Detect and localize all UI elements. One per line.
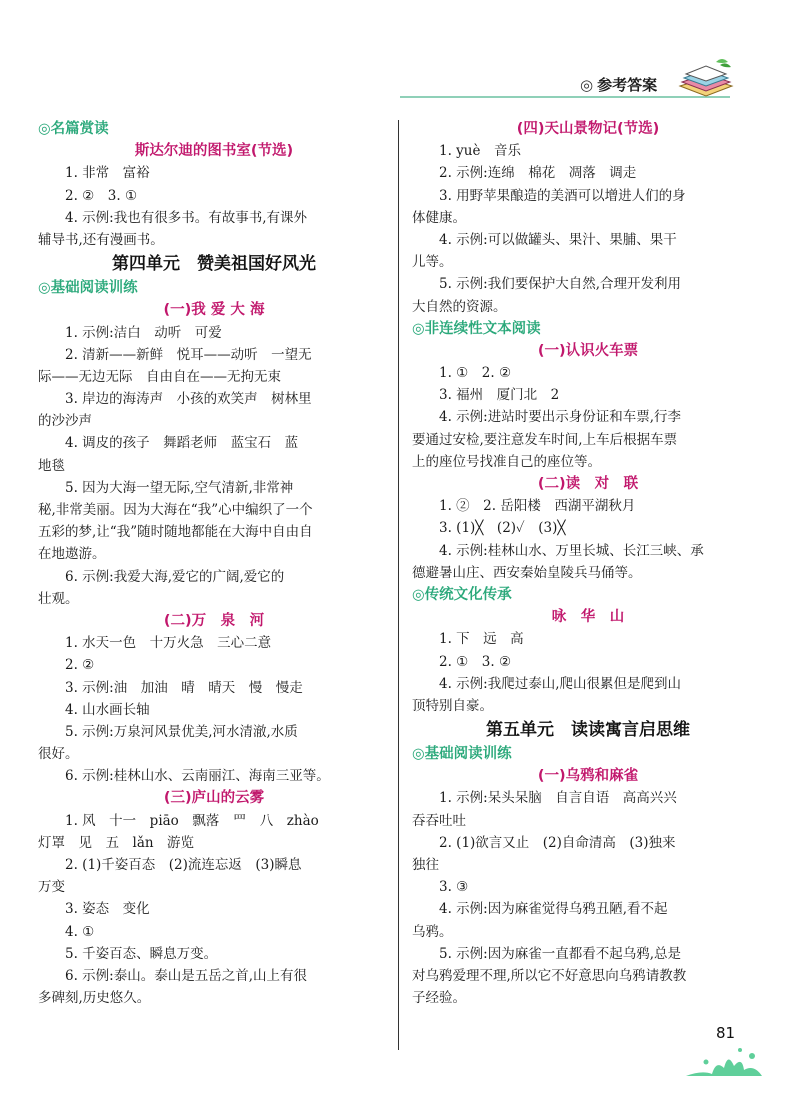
right-column-sec-line: ◎基础阅读训练 <box>412 746 512 763</box>
right-column <box>412 118 764 1009</box>
left-column-ans-line: 2. ② <box>65 657 95 674</box>
left-column-cont-line: 辅导书,还有漫画书。 <box>38 231 164 248</box>
right-column-ans-line: 4. 示例:进站时要出示身份证和车票,行李 <box>439 409 682 426</box>
left-column-cont-line: 际——无边无际 自由自在——无拘无束 <box>38 368 281 385</box>
left-column-ans-line: 6. 示例:泰山。泰山是五岳之首,山上有很 <box>65 967 308 984</box>
books-illustration-icon <box>676 56 736 100</box>
left-column-ans-line: 1. 示例:洁白 动听 可爱 <box>65 324 222 341</box>
right-column-cont-line: 上的座位号找准自己的座位等。 <box>412 453 601 470</box>
page-number: 81 <box>716 1024 736 1042</box>
right-column-cont-line: 对乌鸦爱理不理,所以它不好意思向乌鸦请教教 <box>412 967 687 984</box>
right-column-ans-line: 3. 福州 厦门北 2 <box>439 387 560 404</box>
left-column <box>38 118 390 1009</box>
left-column-ans-line: 3. 姿态 变化 <box>65 901 150 918</box>
right-column-sec-line: ◎传统文化传承 <box>412 586 512 603</box>
left-column-cont-line: 灯罩 见 五 lǎn 游览 <box>38 834 195 851</box>
left-column-ans-line: 1. 水天一色 十万火急 三心二意 <box>65 635 272 652</box>
left-column-ans-line: 5. 示例:万泉河风景优美,河水清澈,水质 <box>65 723 298 740</box>
left-column-cont-line: 的沙沙声 <box>38 413 92 430</box>
right-column-ans-line: 3. (1)╳ (2)✓ (3)╳ <box>439 520 566 537</box>
right-column-cont-line: 德避暑山庄、西安秦始皇陵兵马俑等。 <box>412 564 642 581</box>
right-column-cont-line: 独往 <box>412 857 439 873</box>
right-column-ans-line: 1. 下 远 高 <box>439 631 524 648</box>
right-column-ans-line: 5. 示例:因为麻雀一直都看不起乌鸦,总是 <box>439 945 682 962</box>
right-column-cont-line: 体健康。 <box>412 209 466 226</box>
right-column-ans-line: 3. 用野苹果酿造的美酒可以增进人们的身 <box>439 187 686 204</box>
left-column-sub-line: (二)万 泉 河 <box>163 612 265 629</box>
right-column-cont-line: 顶特别自豪。 <box>412 697 493 714</box>
left-column-ans-line: 1. 非常 富裕 <box>65 165 150 182</box>
right-column-sub-line: (二)读 对 联 <box>537 476 639 492</box>
right-column-sub-line: (一)乌鸦和麻雀 <box>537 768 639 785</box>
left-column-cont-line: 多碑刻,历史悠久。 <box>38 990 151 1007</box>
left-column-sec-line: ◎名篇赏读 <box>38 121 109 137</box>
left-column-cont-line: 在地遨游。 <box>38 546 106 563</box>
right-column-cont-line: 大自然的资源。 <box>412 298 507 315</box>
left-column-ans-line: 6. 示例:桂林山水、云南丽江、海南三亚等。 <box>65 768 330 785</box>
right-column-ans-line: 5. 示例:我们要保护大自然,合理开发利用 <box>439 276 682 293</box>
left-column-ans-line: 2. 清新——新鲜 悦耳——动听 一望无 <box>65 346 312 363</box>
left-column-ans-line: 3. 示例:油 加油 晴 晴天 慢 慢走 <box>65 679 303 696</box>
right-column-ans-line: 2. ① 3. ② <box>439 653 512 670</box>
left-column-cont-line: 很好。 <box>38 746 79 763</box>
left-column-ans-line: 5. 因为大海一望无际,空气清新,非常神 <box>65 479 294 496</box>
right-column-cont-line: 子经验。 <box>412 990 466 1007</box>
section-title: 参考答案 <box>597 76 658 94</box>
left-column-sub-line: 斯达尔迪的图书室(节选) <box>134 143 294 160</box>
water-splash-icon <box>682 1040 766 1080</box>
section-header <box>580 74 657 95</box>
right-column-cont-line: 乌鸦。 <box>412 923 453 940</box>
right-column-sec-line: ◎非连续性文本阅读 <box>412 320 541 337</box>
ring-icon: ◎ <box>580 76 594 94</box>
right-column-ans-line: 1. 示例:呆头呆脑 自言自语 高高兴兴 <box>439 790 677 807</box>
right-column-unit-line: 第五单元 读读寓言启思维 <box>486 720 690 741</box>
right-column-cont-line: 儿等。 <box>412 254 453 271</box>
right-column-ans-line: 4. 示例:我爬过泰山,爬山很累但是爬到山 <box>439 675 682 692</box>
left-column-cont-line: 地毯 <box>38 457 65 474</box>
left-column-cont-line: 秘,非常美丽。因为大海在“我”心中编织了一个 <box>38 502 313 518</box>
left-column-ans-line: 2. (1)千姿百态 (2)流连忘返 (3)瞬息 <box>65 857 302 873</box>
left-column-ans-line: 6. 示例:我爱大海,爱它的广阔,爱它的 <box>65 568 285 585</box>
right-column-ans-line: 4. 示例:因为麻雀觉得乌鸦丑陋,看不起 <box>439 901 668 918</box>
right-column-ans-line: 1. yuè 音乐 <box>439 143 521 160</box>
right-column-cont-line: 吞吞吐吐 <box>412 812 466 829</box>
left-column-ans-line: 4. 调皮的孩子 舞蹈老师 蓝宝石 蓝 <box>65 435 299 452</box>
left-column-sec-line: ◎基础阅读训练 <box>38 280 138 297</box>
left-column-ans-line: 4. 示例:我也有很多书。有故事书,有课外 <box>65 209 308 226</box>
right-column-ans-line: 4. 示例:可以做罐头、果汁、果脯、果干 <box>439 231 677 248</box>
left-column-ans-line: 2. ② 3. ① <box>65 187 138 204</box>
right-column-sub-line: (四)天山景物记(节选) <box>516 121 660 137</box>
left-column-ans-line: 4. 山水画长轴 <box>65 701 150 718</box>
left-column-sub-line: (一)我 爱 大 海 <box>163 302 265 319</box>
left-column-sub-line: (三)庐山的云雾 <box>163 790 265 807</box>
column-divider <box>398 120 399 1050</box>
right-column-ans-line: 4. 示例:桂林山水、万里长城、长江三峡、承 <box>439 542 704 559</box>
left-column-cont-line: 五彩的梦,让“我”随时随地都能在大海中自由自 <box>38 524 313 541</box>
right-column-cont-line: 要通过安检,要注意发车时间,上车后根据车票 <box>412 431 678 448</box>
left-column-cont-line: 万变 <box>38 879 65 896</box>
right-column-ans-line: 2. (1)欲言又止 (2)自命清高 (3)独来 <box>439 834 676 851</box>
right-column-ans-line: 1. ② 2. 岳阳楼 西湖平湖秋月 <box>439 498 636 515</box>
right-column-sub-line: (一)认识火车票 <box>537 342 639 359</box>
left-column-ans-line: 5. 千姿百态、瞬息万变。 <box>65 945 218 962</box>
left-column-cont-line: 壮观。 <box>38 590 79 607</box>
right-column-ans-line: 3. ③ <box>439 879 469 896</box>
right-column-ans-line: 2. 示例:连绵 棉花 凋落 调走 <box>439 165 637 182</box>
right-column-sub-line: 咏 华 山 <box>551 609 625 626</box>
left-column-ans-line: 1. 风 十一 piāo 飘落 罒 八 zhào <box>65 812 319 829</box>
left-column-unit-line: 第四单元 赞美祖国好风光 <box>112 254 316 275</box>
left-column-ans-line: 4. ① <box>65 923 95 940</box>
right-column-ans-line: 1. ① 2. ② <box>439 365 512 382</box>
left-column-ans-line: 3. 岸边的海涛声 小孩的欢笑声 树林里 <box>65 391 312 408</box>
